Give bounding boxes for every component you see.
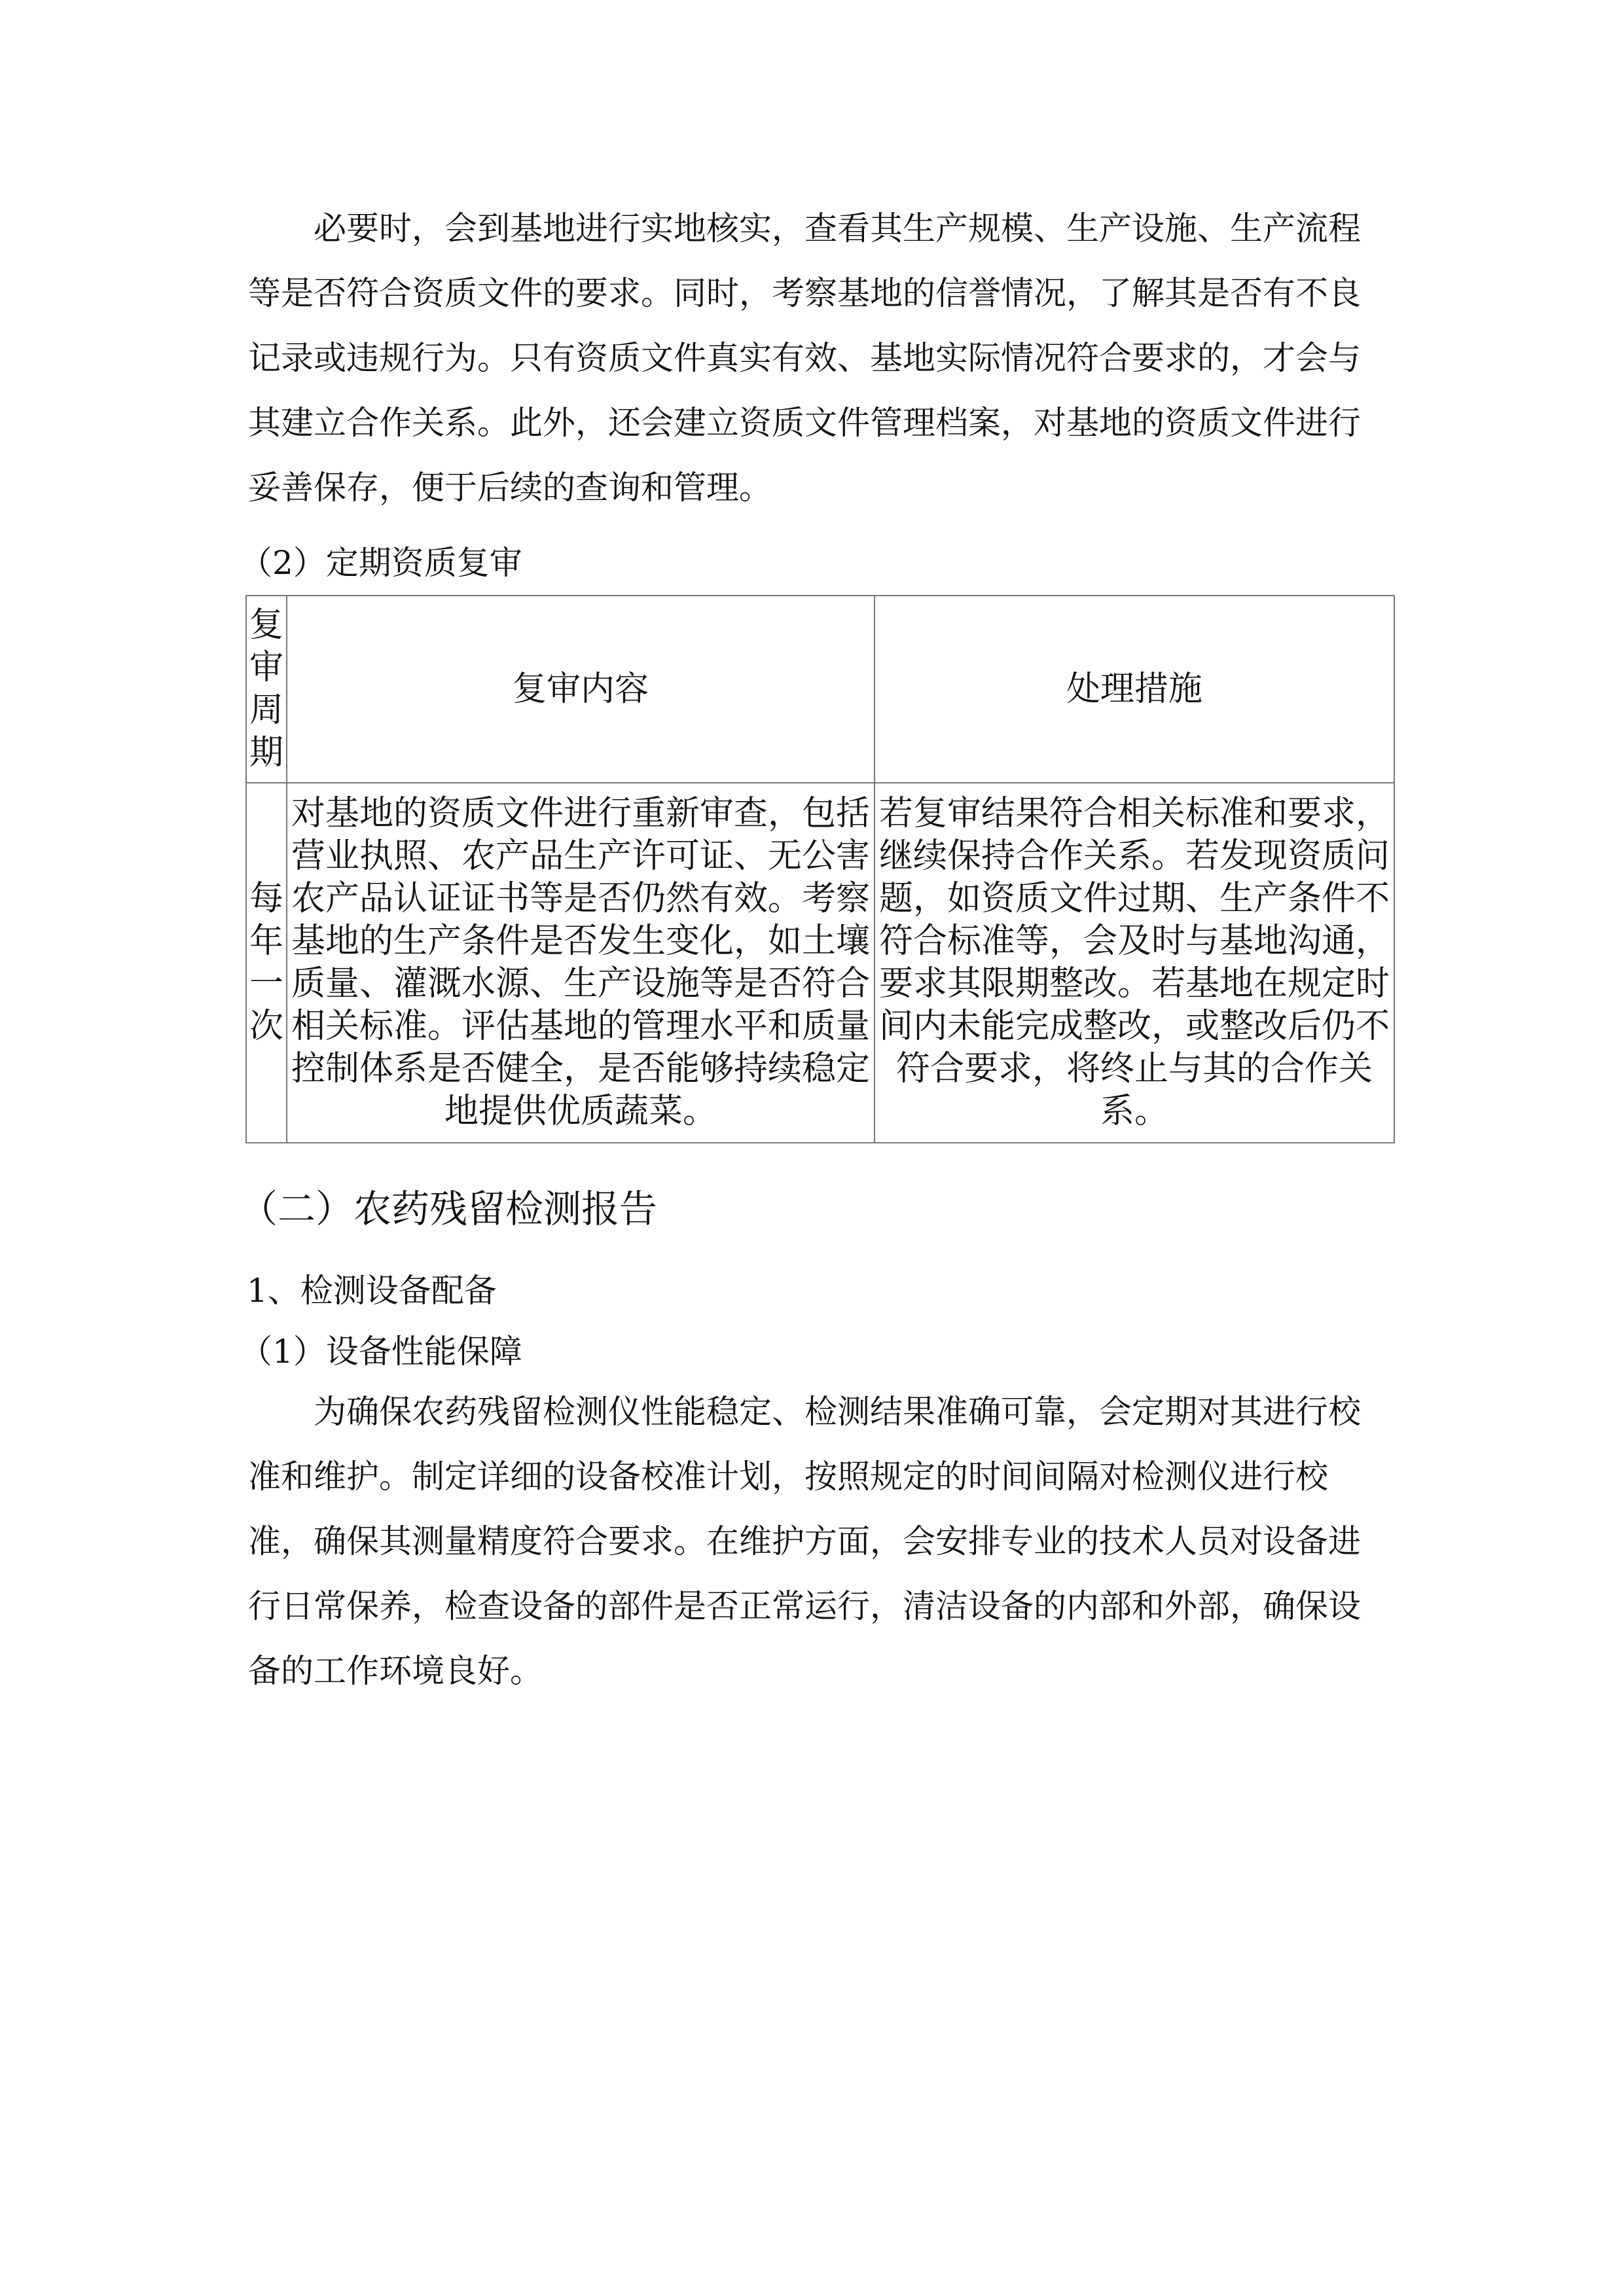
text-line: 必要时，会到基地进行实地核实，查看其生产规模、生产设施、生产流程	[248, 209, 1361, 247]
cell-line: 继续保持合作关系。若发现资质问	[879, 836, 1390, 876]
header-char: 周	[249, 691, 284, 730]
table-header-row	[246, 596, 1394, 783]
cell-period	[246, 783, 287, 1143]
cell-measures	[875, 783, 1394, 1143]
cell-line: 相关标准。评估基地的管理水平和质量	[291, 1007, 871, 1046]
text-line: 准，确保其测量精度符合要求。在维护方面，会安排专业的技术人员对设备进	[248, 1522, 1361, 1560]
cell-line: 地提供优质蔬菜。	[444, 1092, 717, 1131]
header-measures: 处理措施	[875, 596, 1394, 783]
cell-content	[287, 783, 875, 1143]
heading-equipment: 1、检测设备配备	[247, 1272, 497, 1310]
paragraph-equipment-maintenance	[248, 1380, 1387, 1704]
paragraph-site-verification	[248, 196, 1387, 520]
cell-line: 基地的生产条件是否发生变化，如土壤	[291, 922, 871, 961]
cell-line: 营业执照、农产品生产许可证、无公害	[291, 836, 871, 876]
cell-line: 符合要求，将终止与其的合作关	[896, 1049, 1373, 1088]
cell-char: 一	[249, 964, 284, 1003]
cell-char: 年	[249, 922, 284, 961]
header-char: 审	[249, 648, 284, 687]
text-line: 其建立合作关系。此外，还会建立资质文件管理档案，对基地的资质文件进行	[248, 404, 1361, 442]
cell-line: 要求其限期整改。若基地在规定时	[879, 964, 1390, 1003]
cell-line: 符合标准等，会及时与基地沟通，	[879, 922, 1390, 961]
header-char: 期	[249, 733, 284, 772]
cell-line: 质量、灌溉水源、生产设施等是否符合	[291, 964, 871, 1003]
cell-line: 间内未能完成整改，或整改后仍不	[879, 1007, 1390, 1046]
text-line: 备的工作环境良好。	[248, 1652, 543, 1690]
cell-line: 对基地的资质文件进行重新审查，包括	[291, 794, 871, 833]
header-char: 复	[249, 605, 284, 645]
table-row	[246, 783, 1394, 1143]
text-line: 等是否符合资质文件的要求。同时，考察基地的信誉情况，了解其是否有不良	[248, 274, 1361, 312]
cell-line: 控制体系是否健全，是否能够持续稳定	[291, 1049, 871, 1088]
cell-line: 系。	[1100, 1092, 1169, 1131]
review-table	[245, 595, 1395, 1143]
header-review-period	[246, 596, 287, 783]
cell-char: 每	[249, 879, 284, 918]
subheading-equipment-performance: （1）设备性能保障	[240, 1333, 522, 1371]
text-line: 行日常保养，检查设备的部件是否正常运行，清洁设备的内部和外部，确保设	[248, 1587, 1361, 1625]
text-line: 妥善保存，便于后续的查询和管理。	[248, 469, 772, 507]
text-line: 准和维护。制定详细的设备校准计划，按照规定的时间间隔对检测仪进行校	[248, 1458, 1328, 1496]
header-review-content: 复审内容	[287, 596, 875, 783]
subheading-periodic-review: （2）定期资质复审	[240, 544, 522, 582]
cell-char: 次	[249, 1007, 284, 1046]
text-line: 为确保农药残留检测仪性能稳定、检测结果准确可靠，会定期对其进行校	[248, 1393, 1361, 1431]
cell-line: 农产品认证证书等是否仍然有效。考察	[291, 879, 871, 918]
cell-line: 若复审结果符合相关标准和要求，	[879, 794, 1390, 833]
section-heading-pesticide-report: （二）农药残留检测报告	[240, 1187, 658, 1231]
cell-line: 题，如资质文件过期、生产条件不	[879, 879, 1390, 918]
text-line: 记录或违规行为。只有资质文件真实有效、基地实际情况符合要求的，才会与	[248, 339, 1361, 377]
